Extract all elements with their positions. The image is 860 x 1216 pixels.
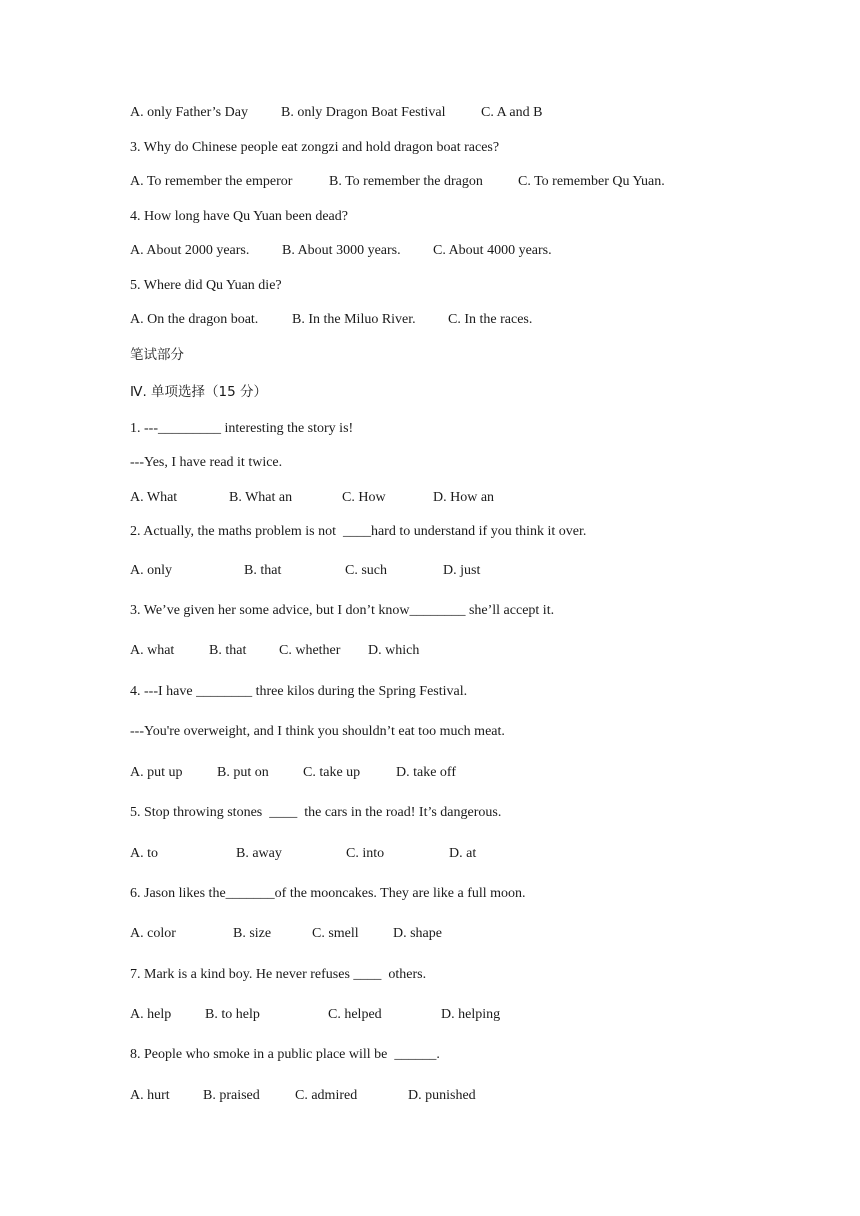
mc-q1-reply: ---Yes, I have read it twice.: [130, 455, 283, 470]
q4-option-c: C. About 4000 years.: [433, 243, 552, 258]
q2-option-c: C. A and B: [481, 105, 543, 120]
mc-q3-option-b: B. that: [209, 643, 247, 658]
mc-q6-option-a: A. color: [130, 926, 176, 941]
mc-q2-option-d: D. just: [443, 563, 481, 578]
q3-option-a: A. To remember the emperor: [130, 174, 293, 189]
mc-q3-option-d: D. which: [368, 643, 420, 658]
mc-q5-stem: 5. Stop throwing stones ____ the cars in the road! It’s dangerous.: [130, 805, 502, 820]
mc-q3-option-c: C. whether: [279, 643, 341, 658]
mc-q1-option-b: B. What an: [229, 490, 293, 505]
q5-option-b: B. In the Miluo River.: [292, 312, 416, 327]
mc-q8-option-a: A. hurt: [130, 1088, 170, 1103]
mc-q2-option-c: C. such: [345, 563, 387, 578]
written-section-title: 笔试部分: [130, 347, 184, 363]
mc-q2-option-b: B. that: [244, 563, 282, 578]
mc-q1-option-a: A. What: [130, 490, 178, 505]
mc-q8-option-d: D. punished: [408, 1088, 476, 1103]
mc-q4-option-c: C. take up: [303, 765, 361, 780]
mc-q2-option-a: A. only: [130, 563, 172, 578]
mc-q4-reply: ---You're overweight, and I think you shouldn’t eat too much meat.: [130, 724, 505, 739]
listening-q4-question: 4. How long have Qu Yuan been dead?: [130, 209, 348, 224]
mc-q5-option-b: B. away: [236, 846, 282, 861]
mc-q5-option-d: D. at: [449, 846, 477, 861]
mc-q3-option-a: A. what: [130, 643, 175, 658]
mc-q8-option-b: B. praised: [203, 1088, 260, 1103]
mc-q1-option-d: D. How an: [433, 490, 495, 505]
q5-option-a: A. On the dragon boat.: [130, 312, 259, 327]
mc-q3-stem: 3. We’ve given her some advice, but I don’t know________ she’ll accept it.: [130, 603, 555, 618]
mc-q8-option-c: C. admired: [295, 1088, 358, 1103]
q3-option-c: C. To remember Qu Yuan.: [518, 174, 665, 189]
q4-option-b: B. About 3000 years.: [282, 243, 401, 258]
mc-q6-option-d: D. shape: [393, 926, 442, 941]
q3-option-b: B. To remember the dragon: [329, 174, 483, 189]
listening-q5-question: 5. Where did Qu Yuan die?: [130, 278, 282, 293]
mc-q6-option-c: C. smell: [312, 926, 359, 941]
mc-q6-stem: 6. Jason likes the_______of the mooncakes. They are like a full moon.: [130, 886, 526, 901]
mc-q5-option-a: A. to: [130, 846, 158, 861]
mc-q6-option-b: B. size: [233, 926, 272, 941]
mc-q7-option-d: D. helping: [441, 1007, 501, 1022]
listening-q3-question: 3. Why do Chinese people eat zongzi and hold dragon boat races?: [130, 140, 500, 155]
mc-q4-option-a: A. put up: [130, 765, 183, 780]
mc-q5-option-c: C. into: [346, 846, 385, 861]
mc-q7-stem: 7. Mark is a kind boy. He never refuses ____ others.: [130, 967, 427, 982]
q4-option-a: A. About 2000 years.: [130, 243, 250, 258]
mc-q1-stem: 1. ---_________ interesting the story is!: [130, 421, 354, 436]
mc-q2-stem: 2. Actually, the maths problem is not ____hard to understand if you think it over.: [130, 524, 587, 539]
mc-q4-option-d: D. take off: [396, 765, 456, 780]
mc-q8-stem: 8. People who smoke in a public place will be ______.: [130, 1047, 440, 1062]
section-iv-title: Ⅳ. 单项选择（15 分）: [130, 384, 268, 400]
mc-q7-option-b: B. to help: [205, 1007, 260, 1022]
q5-option-c: C. In the races.: [448, 312, 533, 327]
mc-q7-option-a: A. help: [130, 1007, 172, 1022]
mc-q7-option-c: C. helped: [328, 1007, 382, 1022]
mc-q4-stem: 4. ---I have ________ three kilos during the Spring Festival.: [130, 684, 468, 699]
q2-option-a: A. only Father’s Day: [130, 105, 248, 120]
mc-q1-option-c: C. How: [342, 490, 386, 505]
mc-q4-option-b: B. put on: [217, 765, 269, 780]
q2-option-b: B. only Dragon Boat Festival: [281, 105, 446, 120]
